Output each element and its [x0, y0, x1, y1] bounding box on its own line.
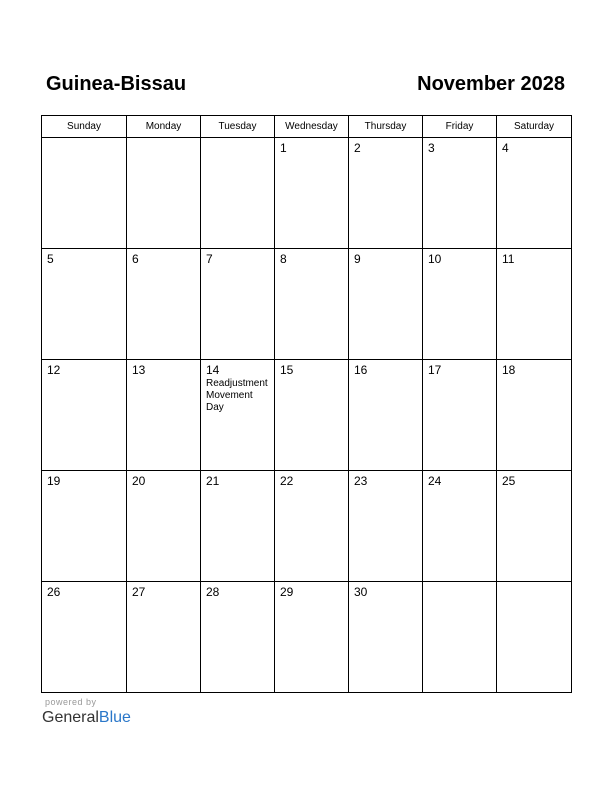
day-cell [497, 360, 572, 471]
day-number: 28 [206, 585, 220, 599]
day-cell [127, 249, 201, 360]
brand-part-general: General [42, 709, 99, 726]
generalblue-logo[interactable] [42, 708, 131, 728]
day-cell [497, 138, 572, 249]
day-cell [275, 582, 349, 693]
weekday-header-row [42, 116, 572, 138]
day-cell [423, 249, 497, 360]
day-cell [201, 138, 275, 249]
day-cell-holiday [201, 360, 275, 471]
day-number: 11 [502, 252, 515, 266]
day-cell [423, 138, 497, 249]
day-number: 19 [47, 474, 61, 488]
day-number: 2 [354, 141, 361, 155]
day-number [201, 138, 274, 141]
week-row [42, 360, 572, 471]
week-row [42, 582, 572, 693]
day-cell [349, 582, 423, 693]
powered-by-text: powered by [45, 697, 97, 707]
day-number: 24 [428, 474, 442, 488]
day-number: 9 [354, 252, 361, 266]
day-cell [497, 471, 572, 582]
day-cell [497, 582, 572, 693]
day-number: 29 [280, 585, 294, 599]
day-number: 6 [132, 252, 139, 266]
day-cell [275, 360, 349, 471]
calendar-grid [41, 115, 572, 693]
day-number [423, 582, 496, 585]
day-number [127, 138, 200, 141]
day-cell [127, 471, 201, 582]
month-year-title: November 2028 [417, 73, 565, 95]
day-cell [201, 471, 275, 582]
day-cell [42, 249, 127, 360]
day-cell [127, 360, 201, 471]
day-number: 25 [502, 474, 516, 488]
day-number: 16 [354, 363, 368, 377]
holiday-label: Readjustment Movement Day [206, 378, 268, 413]
day-cell [275, 138, 349, 249]
day-cell [275, 249, 349, 360]
day-number [42, 138, 126, 141]
day-number: 1 [280, 141, 287, 155]
day-number: 5 [47, 252, 54, 266]
day-number: 10 [428, 252, 442, 266]
day-cell [497, 249, 572, 360]
day-number: 18 [502, 363, 516, 377]
day-cell [201, 249, 275, 360]
day-cell [423, 582, 497, 693]
day-cell [423, 360, 497, 471]
day-cell [423, 471, 497, 582]
day-number [497, 582, 571, 585]
day-cell [42, 582, 127, 693]
day-cell [42, 138, 127, 249]
day-cell [349, 360, 423, 471]
day-cell [127, 582, 201, 693]
weekday-header: Sunday [42, 116, 127, 138]
day-number: 4 [502, 141, 509, 155]
day-cell [42, 360, 127, 471]
day-cell [275, 471, 349, 582]
week-row [42, 249, 572, 360]
day-number: 22 [280, 474, 294, 488]
weekday-header: Saturday [497, 116, 572, 138]
weekday-header: Thursday [349, 116, 423, 138]
day-number: 13 [132, 363, 146, 377]
day-cell [349, 249, 423, 360]
day-number: 3 [428, 141, 435, 155]
day-number: 8 [280, 252, 287, 266]
day-number: 12 [47, 363, 61, 377]
day-number: 27 [132, 585, 146, 599]
day-cell [42, 471, 127, 582]
weekday-header: Wednesday [275, 116, 349, 138]
weekday-header: Tuesday [201, 116, 275, 138]
day-cell [127, 138, 201, 249]
week-row [42, 471, 572, 582]
day-number: 26 [47, 585, 61, 599]
day-number: 20 [132, 474, 146, 488]
day-number: 15 [280, 363, 294, 377]
day-number: 23 [354, 474, 368, 488]
day-number: 17 [428, 363, 442, 377]
brand-part-blue: Blue [98, 709, 131, 726]
week-row [42, 138, 572, 249]
country-title: Guinea-Bissau [46, 73, 187, 95]
day-cell [201, 582, 275, 693]
day-number: 21 [206, 474, 220, 488]
day-cell [349, 471, 423, 582]
day-number: 30 [354, 585, 368, 599]
weekday-header: Friday [423, 116, 497, 138]
day-number: 14 [206, 363, 220, 377]
day-cell [349, 138, 423, 249]
day-number: 7 [206, 252, 213, 266]
weekday-header: Monday [127, 116, 201, 138]
